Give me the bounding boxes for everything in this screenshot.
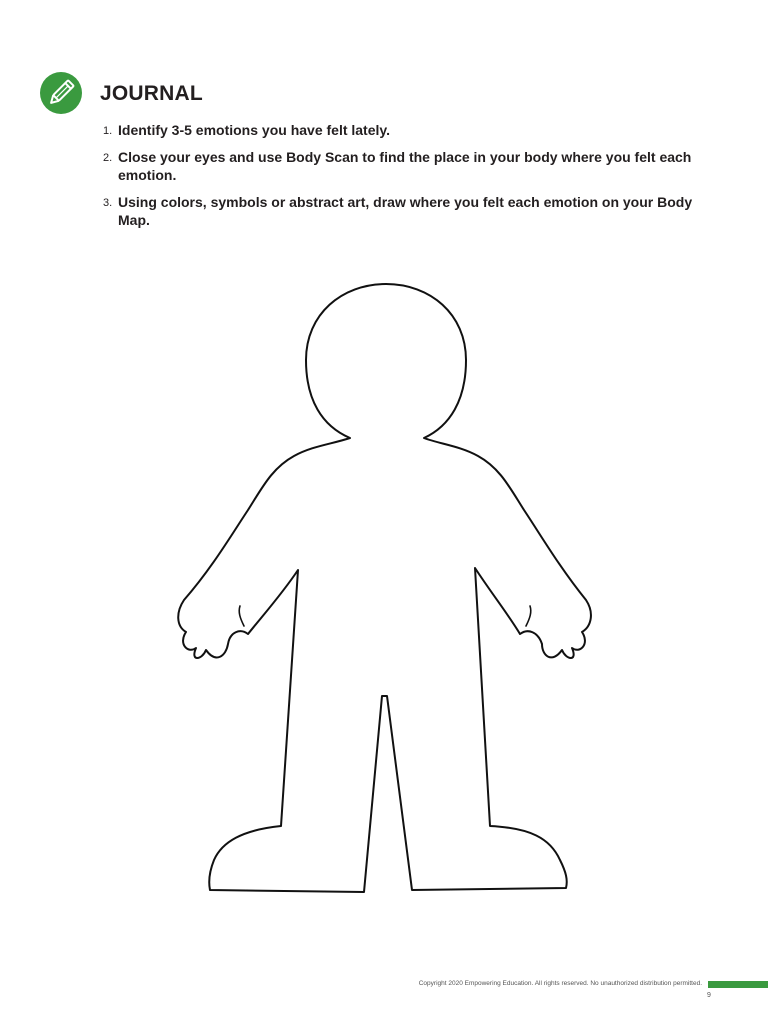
journal-badge (40, 72, 82, 114)
pencil-icon (40, 72, 82, 114)
instruction-item (100, 148, 710, 184)
page-number: 9 (707, 992, 711, 999)
copyright-notice: Copyright 2020 Empowering Education. All rights reserved. No unauthorized distribution permitted. (418, 980, 702, 987)
instruction-item (100, 121, 710, 139)
instruction-text: Close your eyes and use Body Scan to find the place in your body where you felt each emotion. (118, 149, 692, 183)
instruction-item (100, 193, 710, 229)
instruction-text: Using colors, symbols or abstract art, draw where you felt each emotion on your Body Map. (118, 194, 693, 228)
footer-accent-bar (708, 981, 768, 988)
body-map-outline (170, 276, 600, 901)
instruction-text: Identify 3-5 emotions you have felt lately. (118, 122, 391, 138)
page-title: JOURNAL (100, 82, 203, 105)
instruction-number: 2. (103, 152, 113, 164)
instruction-number: 3. (103, 197, 113, 209)
instruction-list (100, 121, 710, 238)
instruction-number: 1. (103, 125, 113, 137)
